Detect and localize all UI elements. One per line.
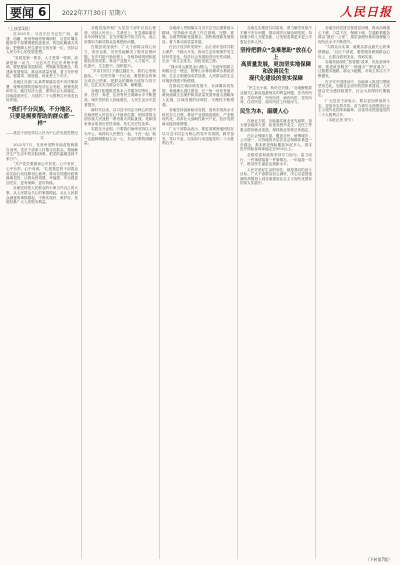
- paragraph: 2022年7月，在贵州省黔东南苗族侗族自治州，党员干部深入村寨走访群众，帮助解决生产生活中的实际困难，把党的温暖送到千家万户。: [6, 143, 78, 161]
- paragraph: 各地区积极推进基本公共服务均等化，教育、医疗、养老、住房等民生保障水平不断提高，城乡居民收入持续增长，人民生活水平显著提升。: [84, 88, 156, 107]
- paragraph: “共产党员要做到心中有党、心中有民、心中有责、心中有戒。”扎根基层的干部群众用实际行动诠释初心使命，推动各项惠民政策落地见效，让群众获得感、幸福感、安全感更加充实、更有保障、更可持续。: [6, 162, 78, 185]
- article-column-4: [240, 26, 312, 559]
- paragraph: 在就业方面，各地落实就业优先政策，加大援企稳岗力度，拓宽高校毕业生、农民工等重点群体就业渠道，保持就业形势总体稳定。: [240, 118, 312, 132]
- article-column-5: [318, 26, 390, 559]
- article-column-3: [162, 26, 234, 559]
- paragraph: 广大干部群众表示，要更加紧密地团结在以习近平同志为核心的党中央周围，踔厉奋发、笃行不怠，以实际行动迎接党的二十大胜利召开。: [162, 127, 234, 146]
- paragraph: 各地区各部门认真贯彻落实党中央决策部署，统筹疫情防控和经济社会发展，统筹发展和安全，稳住经济大盘，保持社会大局稳定，持续改善民生，为党的二十大胜利召开营造良好环境。: [6, 79, 78, 103]
- paragraph: （本报记者 采写）: [325, 118, 355, 123]
- paragraph: “绿水青山就是金山银山。”各地牢固树立和践行这一理念，统筹山水林田湖草沙系统治理，生态文明建设成效显著，人民群众的生态环境获得感不断增强。: [162, 64, 234, 83]
- paragraph: “乡亲们的日子越过越红火，我们心里就踏实。”一位驻村第一书记说，要把群众的事当成自己的事，把群众的期盼当成努力的方向，扎扎实实为群众办实事、解难题。: [84, 69, 156, 88]
- paragraph: “民生无小事，枝叶总关情。”各地聚焦群众最关心最直接最现实的利益问题，在幼有所育、学有所教、劳有所得、病有所医、老有所养、住有所居、弱有所扶上持续用力。: [240, 86, 312, 105]
- subheading: 坚持把群众“急难愁盼”放在心上 高质量发展，更加坚实地保障和改善民生 现代化建设的坚实保障: [240, 48, 312, 83]
- column-divider: [159, 26, 160, 559]
- section-name: 要闻: [10, 5, 35, 20]
- paragraph: 人民对美好生活的向往，就是我们的奋斗目标。广大干部群众信心满怀，决心以更加饱满的热情投入到全面建设社会主义现代化国家的伟大实践中。: [240, 167, 312, 186]
- subheading: 民生为本，温暖人心: [240, 108, 289, 115]
- paragraph: 在平安中国建设中，各地深入推进扫黑除恶常态化，加强社会治安防控体系建设，人民群众安全感持续提升，社会大局保持长期稳定。: [318, 79, 390, 98]
- paragraph: 各地持续深化“放管服”改革，优化营商环境，推进政务服务“一网通办”“跨省通办”，让数据多跑路、群众少跑腿，市场主体活力不断激发。: [318, 60, 390, 78]
- paragraph: 各地坚持党建引领基层治理，推动治理重心下移、力量下沉、保障下倾，打通联系服务群众“最后一公里”，基层治理体系和治理能力现代化水平不断提升。: [318, 26, 390, 44]
- continued-tag: （上接第1版）: [6, 26, 33, 31]
- section-label: [6, 4, 50, 20]
- paragraph: 在2021年，习近平总书记在广西、福建、西藏、贵州等地考察调研时，反复叮嘱各级领导干部要增强忧患意识，防范化解重大风险，把保障人民生命安全放在第一位，坚持以人民为中心的发展思想。: [6, 32, 78, 55]
- column-divider: [237, 26, 238, 559]
- paragraph: 新时代以来，以习近平同志为核心的党中央始终把人民放在心中最高位置，团结带领全国各族人民战胜一系列重大风险挑战，党和国家事业取得历史性成就、发生历史性变革。: [84, 108, 156, 126]
- paragraph: 各地坚持创新驱动发展，加快实现高水平科技自立自强，推动产业基础高级化、产业链现代化，培育壮大战略性新兴产业，经济发展新动能持续增强。: [162, 108, 234, 126]
- paragraph: 实践充分证明，只要我们始终坚持以人民为中心，始终同人民想在一起、干在一起，就一定能够凝聚起万众一心、共克时艰的磅礴力量。: [84, 127, 156, 146]
- column-divider: [315, 26, 316, 559]
- paragraph: 在推动区域协调发展中，京津冀协同发展、粤港澳大湾区建设、长三角一体化发展、黄河流域生态保护和高质量发展等重大战略深入实施，区域发展的协调性、平衡性不断增强。: [162, 84, 234, 107]
- page-header: [0, 0, 400, 22]
- paragraph: 各地深入贯彻落实习近平总书记重要指示精神，坚持稳中求进工作总基调，完整、准确、全面贯彻新发展理念，加快构建新发展格局，着力推动高质量发展。: [162, 26, 234, 44]
- paragraph: 在社会保障方面，覆盖全民、统筹城乡、公平统一、可持续的多层次社会保障体系进一步健全，基本养老保险覆盖10亿多人，基本医疗保险参保率稳定在95%以上。: [240, 133, 312, 152]
- continued-footer: （下转第7版）: [365, 557, 392, 562]
- paragraph: “发展是第一要务，人才是第一资源，创新是第一动力。”习近平总书记在考察中强调，要把握新发展阶段、贯彻新发展理念、构建新发展格局，推动高质量发展，着力在补短板、强弱项、固底板、扬优势上下功夫。: [6, 55, 78, 79]
- newspaper-masthead: 人民日报: [339, 5, 392, 19]
- paragraph: 在脱贫攻坚战中，广大干部群众同心协力，攻坚克难，历史性地解决了绝对贫困问题。在乡村振兴新征程上，各地持续巩固拓展脱贫攻坚成果，推动产业振兴、人才振兴、文化振兴、生态振兴、组织振兴。: [84, 45, 156, 68]
- paragraph: 广大党员干部表示，要以更加昂扬的斗志、更加务实的作风，奋力谱写全面建设社会主义现代化国家新篇章，以优异成绩迎接党的二十大胜利召开。: [318, 98, 390, 117]
- page-number: 6: [38, 5, 47, 19]
- article-column-2: [84, 26, 156, 559]
- subheading-note: ——基层干部坚持以人民为中心的发展思想纪实: [6, 130, 78, 140]
- paragraph: 在长江经济带发展中，沿江省市坚持共抓大保护、不搞大开发，推动生态环境保护发生转折性变化，经济社会发展取得历史性成就，走出一条生态优先、绿色发展之路。: [162, 45, 234, 64]
- paragraph: 各级党组织和广大党员干部牢记初心使命，坚持人民至上、生命至上，在急难险重任务中冲锋在前，在为民服务中担当作为，用心用情用力解决群众急难愁盼问题。: [84, 26, 156, 44]
- paragraph: 各地坚持把人民群众的小事当作自己的大事，从人民群众关心的事情做起，从让人民群众满意的事情做起，不断实现好、维护好、发展好最广大人民根本利益。: [6, 186, 78, 205]
- paragraph: 各级党委和政府坚持尽力而为、量力而行，一件事情接着一件事情办，一年接着一年干，推动民生福祉达到新水平。: [240, 152, 312, 167]
- paragraph: 各地扎实推进共同富裕，着力解决发展不平衡不充分问题，推动城乡区域协调发展，持续缩小收入分配差距，让发展成果更多更公平惠及全体人民。: [240, 26, 312, 44]
- issue-date: 2022年7月30日 星期六: [62, 10, 127, 17]
- article-column-1: [6, 26, 78, 559]
- paragraph: “为群众办实事，就要从群众最关心的事情做起。”社区干部说，要把服务做到群众心坎上，让群众看到变化、得到实惠。: [318, 45, 390, 59]
- column-divider: [81, 26, 82, 559]
- subheading: “我们不分民族，不分地区，只要是需要帮助的群众都一样”: [7, 106, 77, 127]
- header-rule: [4, 21, 396, 22]
